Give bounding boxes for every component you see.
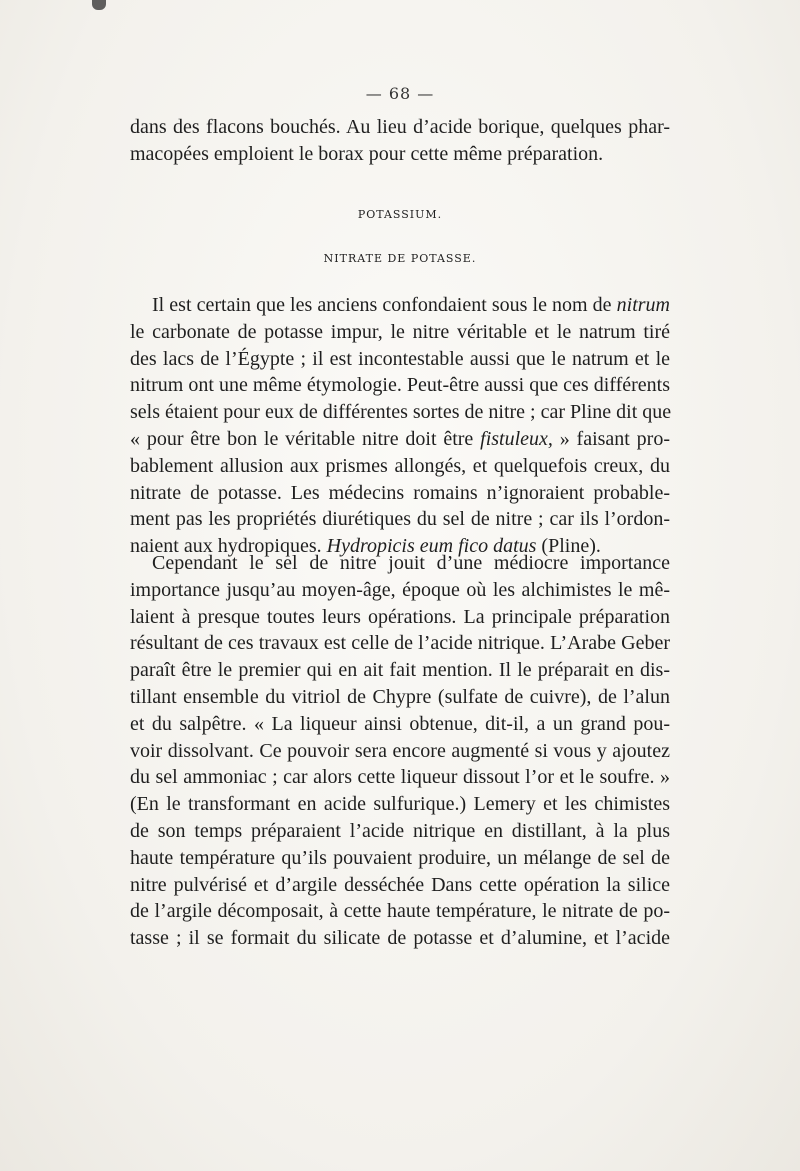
text-line: Il est certain que les anciens confondaient sous le nom de nitrum: [152, 294, 670, 316]
text-line: ment pas les propriétés diurétiques du sel de nitre ; car ils l’ordon-: [130, 508, 670, 531]
text-line: nitrate de potasse. Les médecins romains n’ignoraient probable-: [130, 481, 670, 504]
intro-text: [130, 114, 670, 168]
text-line: voir dissolvant. Ce pouvoir sera encore augmenté si vous y ajoutez: [130, 739, 670, 762]
text-line: macopées emploient le borax pour cette même préparation.: [130, 142, 604, 165]
subsection-title: NITRATE DE POTASSE.: [323, 252, 477, 265]
text-line: nitre pulvérisé et d’argile desséchée Dans cette opération la silice: [130, 873, 670, 896]
text-line: et du salpêtre. « La liqueur ainsi obtenue, dit-il, a un grand pou-: [130, 712, 670, 735]
text-line: importance jusqu’au moyen-âge, époque où les alchimistes le mê-: [130, 578, 670, 601]
text-line: du sel ammoniac ; car alors cette liqueur dissout l’or et le soufre. »: [130, 766, 670, 789]
text-line: « pour être bon le véritable nitre doit être fistuleux, » faisant pro-: [130, 427, 670, 450]
paragraph-acide-nitrique: [130, 550, 670, 952]
text-line: (En le transformant en acide sulfurique.) Lemery et les chimistes: [130, 793, 670, 816]
text-line: résultant de ces travaux est celle de l’acide nitrique. L’Arabe Geber: [130, 632, 670, 655]
text-line: Cependant le sel de nitre jouit d’une médiocre importance: [152, 552, 670, 574]
text-line: de son temps préparaient l’acide nitrique en distillant, à la plus: [130, 819, 670, 842]
text-line: nitrum ont une même étymologie. Peut-être aussi que ces différents: [130, 374, 670, 397]
text-line: naient aux hydropiques. Hydropicis eum fico datus (Pline).: [130, 535, 601, 558]
text-line: des lacs de l’Égypte ; il est incontestable aussi que le natrum et le: [130, 347, 670, 370]
text-line: dans des flacons bouchés. Au lieu d’acide borique, quelques phar-: [130, 116, 670, 138]
text-line: bablement allusion aux prismes allongés, et quelquefois creux, du: [130, 454, 670, 477]
text-line: haute température qu’ils pouvaient produire, un mélange de sel de: [130, 846, 670, 869]
text-line: laient à presque toutes leurs opérations. La principale préparation: [130, 605, 670, 628]
text-line: tasse ; il se formait du silicate de potasse et d’alumine, et l’acide: [130, 927, 670, 950]
binding-mark: [92, 0, 106, 10]
section-title: POTASSIUM.: [357, 208, 443, 221]
page-number: — 68 —: [365, 84, 435, 103]
text-line: paraît être le premier qui en ait fait mention. Il le préparait en dis-: [130, 659, 670, 682]
text-line: de l’argile décomposait, à cette haute température, le nitrate de po-: [130, 900, 670, 923]
paragraph-nitrum: [130, 292, 670, 560]
text-line: le carbonate de potasse impur, le nitre véritable et le natrum tiré: [130, 320, 670, 343]
text-line: sels étaient pour eux de différentes sortes de nitre ; car Pline dit que: [130, 401, 672, 424]
text-line: tillant ensemble du vitriol de Chypre (sulfate de cuivre), de l’alun: [130, 685, 670, 708]
